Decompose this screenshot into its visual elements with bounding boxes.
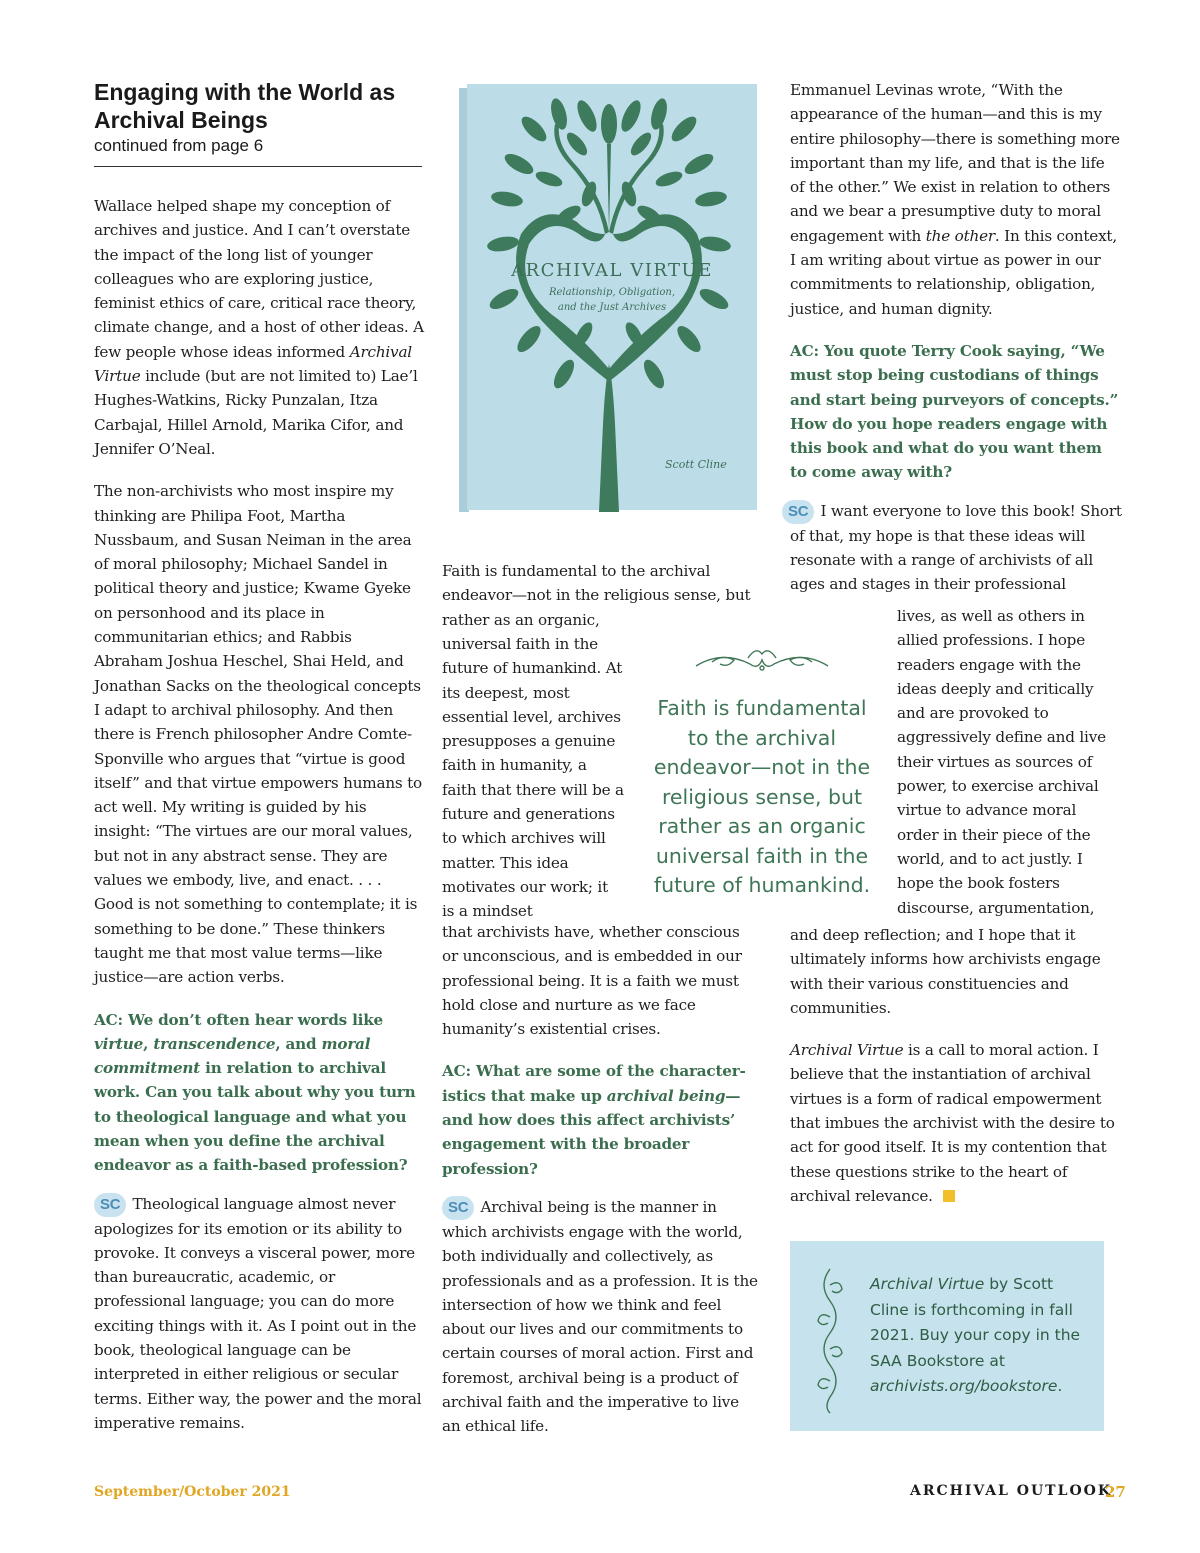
column-2-bottom <box>442 920 760 1457</box>
paragraph: Archival Virtue is a call to moral action. I believe that the instantiation of archival virtues is a form of radical empowerment that imbues the archivist with the desire to act for good itself. It is my contention that these questions strike to the heart of archival relevance. <box>790 1041 1115 1205</box>
paragraph: Faith is fundamental to the archival endeavor—not in the religious sense, but rather as an organic, <box>442 562 751 629</box>
interview-answer: SC I want everyone to love this book! Short of that, my hope is that these ideas will resonate with a range of archivists of all ages and stages in their professional <box>790 499 1122 597</box>
paragraph: Wallace helped shape my conception of archives and justice. And I can’t overstate the impact of the long list of younger colleagues who are exploring justice, feminist ethics of care, critical race theory, climate change, and a host of other ideas. A few people whose ideas informed Archival Virtue include (but are not limited to) Lae’l Hughes-Watkins, Ricky Punzalan, Itza Carbajal, Hillel Arnold, Marika Cifor, and Jennifer O’Neal. <box>94 197 424 458</box>
article-header <box>94 78 422 167</box>
column-3-top <box>790 78 1122 597</box>
paragraph: Emmanuel Levinas wrote, “With the appearance of the human—and this is my entire philosophy—there is something more important than my life, and that is the life of the other.” We exist in relation to others and we bear a presumptive duty to moral engagement with the other. In this context, I am writing about virtue as power in our commitments to relationship, obligation, justice, and human dignity. <box>790 81 1120 318</box>
ornament-icon <box>692 642 832 676</box>
column-1 <box>94 194 424 1453</box>
speaker-badge: SC <box>442 1196 474 1220</box>
interview-question: AC: You quote Terry Cook saying, “We must stop being custodians of things and start being purveyors of concepts.” How do you hope readers engage with this book and what do you want them to come away with? <box>790 341 1119 482</box>
header-rule <box>94 166 422 167</box>
interview-question: AC: We don’t often hear words like virtue, transcendence, and moral commitment in relation to archival work. Can you talk about why you turn to theological language and what you mean when you define the archival endeavor as a faith-based profession? <box>94 1010 416 1175</box>
footer-issue: September/October 2021 <box>94 1484 291 1500</box>
footer-page-number: 27 <box>1105 1483 1126 1501</box>
paragraph: The non-archivists who most inspire my thinking are Philipa Foot, Martha Nussbaum, and Susan Neiman in the area of moral philosophy; Michael Sandel in political theory and justice; Kwame Gyeke on personhood and its place in communitarian ethics; and Rabbis Abraham Joshua Heschel, Shai Held, and Jonathan Sacks on the theological concepts I adapt to archival philosophy. And then there is French philosopher Andre Comte-Sponville who argues that “virtue is good itself” and that virtue empowers humans to act well. My writing is guided by his insight: “The virtues are our moral values, but not in any abstract sense. They are values we embody, live, and enact. . . . Good is not something to contemplate; it is something to be done.” These thinkers taught me that most value terms—like justice—are action verbs. <box>94 482 422 987</box>
book-subtitle-1: Relationship, Obligation, <box>548 287 676 298</box>
speaker-badge: SC <box>94 1193 126 1217</box>
column-2-top <box>442 559 760 632</box>
book-author: Scott Cline <box>665 458 727 471</box>
interview-answer: SC Theological language almost never apologizes for its emotion or its ability to provoke. It conveys a visceral power, more than bureaucratic, academic, or professional language; you can do more exciting things with it. As I point out in the book, theological language can be interpreted in either religious or secular terms. Either way, the power and the moral imperative remains. <box>94 1194 422 1432</box>
flourish-icon <box>810 1265 850 1415</box>
column-3-narrow: lives, as well as others in allied professions. I hope readers engage with the ideas deeply and critically and are provoked to aggressively define and live their virtues as sources of power, to exercise archival virtue to advance moral order in their piece of the world, and to act justly. I hope the book fosters discourse, argumentation, <box>897 607 1106 917</box>
callout-text: Archival Virtue by Scott Cline is forthcoming in fall 2021. Buy your copy in the SAA Bookstore at archivists.org/bookstore. <box>870 1275 1081 1395</box>
interview-answer: SC Archival being is the manner in which archivists engage with the world, both individually and collectively, as professionals and as a profession. It is the intersection of how we think and feel about our lives and our commitments to certain courses of moral action. First and foremost, archival being is a product of archival faith and the imperative to live an ethical life. <box>442 1197 758 1436</box>
book-title: ARCHIVAL VIRTUE <box>511 260 713 281</box>
end-mark-icon <box>943 1190 955 1202</box>
article-title-line2: Archival Beings <box>94 107 268 133</box>
paragraph: that archivists have, whether conscious or unconscious, and is embedded in our professional being. It is a faith we must hold close and nurture as we face humanity’s existential crises. <box>442 923 742 1039</box>
column-2-narrow <box>442 632 624 924</box>
pull-quote: Faith is fundamental to the archival endeavor—not in the religious sense, but rather as an organic universal faith in the future of humankind. <box>653 696 871 897</box>
bookstore-callout <box>790 1241 1104 1431</box>
bookstore-link[interactable]: archivists.org/bookstore <box>870 1377 1058 1395</box>
paragraph: universal faith in the future of humankind. At its deepest, most essential level, archives presupposes a genuine faith in humanity, a faith that there will be a future and generations to which archives will matter. This idea motivates our work; it is a mindset <box>442 635 624 921</box>
interview-question: AC: What are some of the character-istics that make up archival being— and how does this affect archivists’ engagement with the broader profession? <box>442 1062 746 1178</box>
article-continued: continued from page 6 <box>94 136 264 155</box>
footer-magazine: ARCHIVAL OUTLOOK <box>910 1483 1112 1499</box>
book-subtitle-2: and the Just Archives <box>557 302 667 313</box>
column-3-bottom: and deep reflection; and I hope that it ultimately informs how archivists engage with their various constituencies and communities. Archival Virtue is a call to moral action. I believe that the instantiation of archival virtues is a form of radical empowerment that imbues the archivist with the desire to act for good itself. It is my contention that these questions strike to the heart of archival relevance. <box>790 923 1122 1226</box>
speaker-badge: SC <box>782 500 814 524</box>
article-title-line1: Engaging with the World as <box>94 79 396 105</box>
book-cover <box>459 84 757 512</box>
